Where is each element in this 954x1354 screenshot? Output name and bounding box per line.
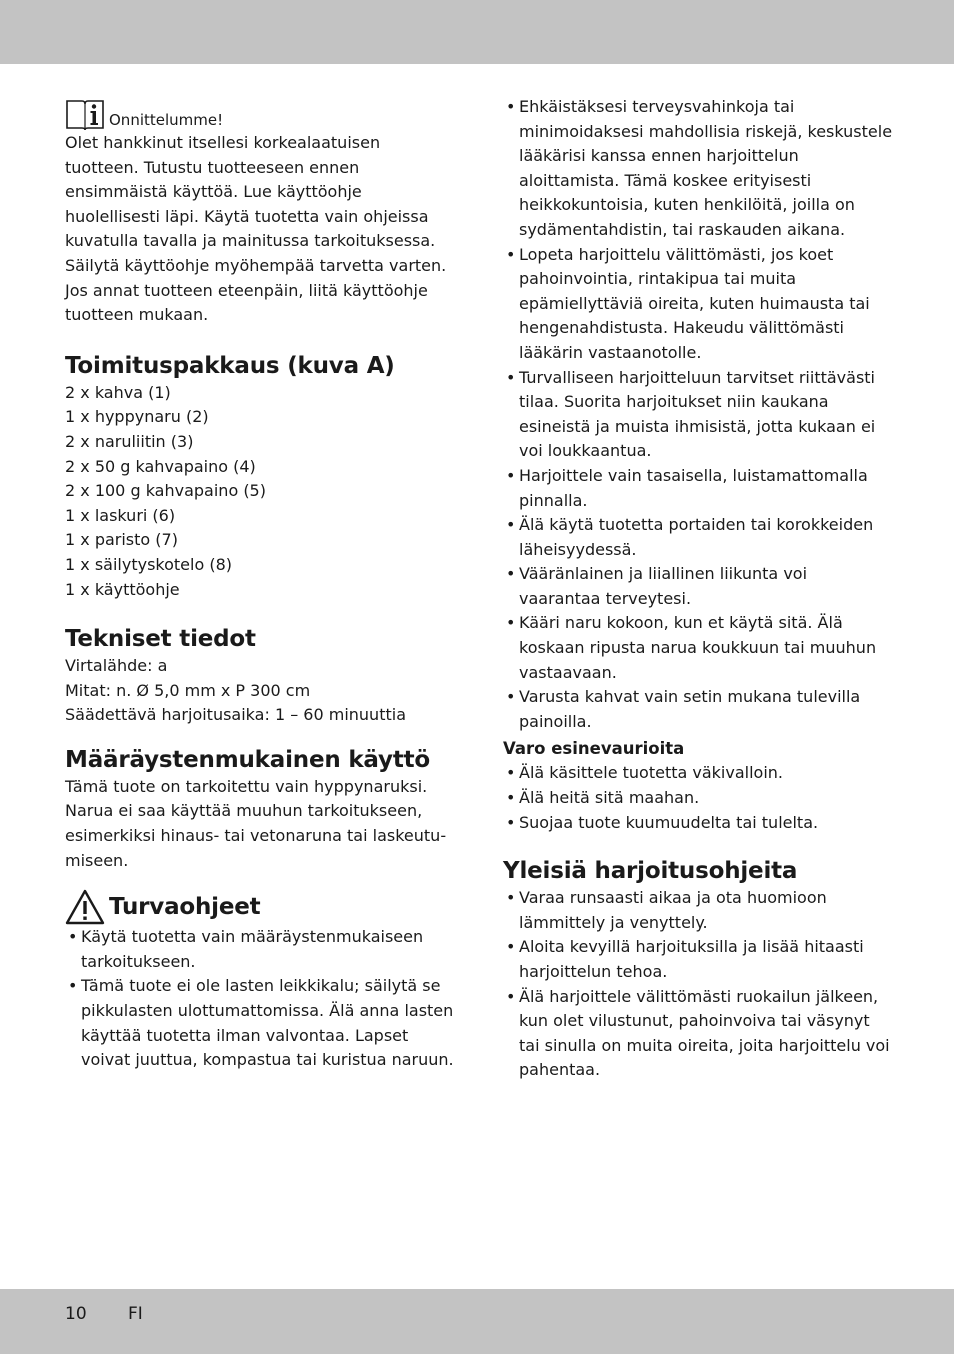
safety-item: • Harjoittele vain tasaisella, luistamattomalla pinnalla. bbox=[503, 464, 893, 513]
delivery-title: Toimituspakkaus (kuva A) bbox=[65, 352, 395, 379]
footer-band bbox=[0, 1289, 954, 1354]
safety-item: • Tämä tuote ei ole lasten leikkikalu; säilytä se pikkulasten ulottumattomissa. Älä anna lasten käyttää tuotetta ilman valvontaa. Lapset voivat juuttua, kompastua tai kuristua naruun. bbox=[65, 974, 455, 1072]
delivery-item: 1 x paristo (7) bbox=[65, 530, 178, 550]
intro-heading bbox=[65, 95, 455, 131]
general-item: • Älä harjoittele välittömästi ruokailun jälkeen, kun olet vilustunut, pahoinvoiva tai väsynyt tai sinulla on muita oireita, joita harjoittelu voi pahentaa. bbox=[503, 985, 893, 1083]
safety-list-continued bbox=[503, 95, 893, 734]
specs-section bbox=[65, 624, 455, 728]
safety-list bbox=[65, 925, 455, 1073]
safety-item: • Lopeta harjoittelu välittömästi, jos koet pahoinvointia, rintakipua tai muita epämiellyttäviä oireita, kuten huimausta tai hengenahdistusta. Hakeudu välittömästi lääkärin vastaanotolle. bbox=[503, 243, 893, 366]
left-column bbox=[65, 95, 455, 1073]
delivery-item: 1 x käyttöohje bbox=[65, 579, 180, 599]
info-book-icon bbox=[65, 97, 105, 131]
safety-title: Turvaohjeet bbox=[109, 894, 261, 921]
general-title: Yleisiä harjoitusohjeita bbox=[503, 858, 798, 885]
delivery-item: 2 x 50 g kahvapaino (4) bbox=[65, 456, 256, 476]
general-section bbox=[503, 856, 893, 1083]
intended-use-section bbox=[65, 745, 455, 873]
page-number: 10 bbox=[65, 1304, 87, 1324]
intended-use-text: Tämä tuote on tarkoitettu vain hyppynaruksi. Narua ei saa käyttää muuhun tarkoitukseen, esimerkiksi hinaus- tai vetonaruna tai laskeutu-miseen. bbox=[65, 776, 447, 870]
delivery-item: 2 x kahva (1) bbox=[65, 382, 171, 402]
delivery-list bbox=[65, 381, 455, 602]
spec-line: Virtalähde: a bbox=[65, 656, 168, 676]
header-band bbox=[0, 0, 954, 64]
safety-item: • Turvalliseen harjoitteluun tarvitset riittävästi tilaa. Suorita harjoitukset niin kaukana esineistä ja muista ihmisistä, jotta kukaan ei voi loukkaantua. bbox=[503, 366, 893, 464]
damage-item: • Älä heitä sitä maahan. bbox=[503, 786, 893, 811]
spec-line: Mitat: n. Ø 5,0 mm x P 300 cm bbox=[65, 680, 311, 700]
safety-section bbox=[65, 889, 455, 1073]
safety-item: • Älä käytä tuotetta portaiden tai korokkeiden läheisyydessä. bbox=[503, 513, 893, 562]
delivery-item: 2 x 100 g kahvapaino (5) bbox=[65, 481, 266, 501]
delivery-item: 1 x laskuri (6) bbox=[65, 505, 176, 525]
safety-item: • Vääränlainen ja liiallinen liikunta voi vaarantaa terveytesi. bbox=[503, 562, 893, 611]
specs-title: Tekniset tiedot bbox=[65, 626, 256, 653]
general-item: • Varaa runsaasti aikaa ja ota huomioon lämmittely ja venyttely. bbox=[503, 886, 893, 935]
spec-line: Säädettävä harjoitusaika: 1 – 60 minuuttia bbox=[65, 705, 406, 725]
delivery-item: 1 x hyppynaru (2) bbox=[65, 407, 209, 427]
right-column bbox=[503, 95, 893, 1083]
damage-section bbox=[503, 737, 893, 835]
general-list bbox=[503, 886, 893, 1083]
congrats-text: Onnittelumme! bbox=[109, 111, 224, 129]
safety-heading bbox=[65, 889, 455, 925]
safety-item: • Kääri naru kokoon, kun et käytä sitä. Älä koskaan ripusta narua koukkuun tai muuhun vastaavaan. bbox=[503, 611, 893, 685]
damage-item: • Suojaa tuote kuumuudelta tai tulelta. bbox=[503, 811, 893, 836]
intended-use-title: Määräystenmukainen käyttö bbox=[65, 746, 431, 773]
warning-triangle-icon bbox=[65, 889, 105, 925]
safety-item: • Ehkäistäksesi terveysvahinkoja tai minimoidaksesi mahdollisia riskejä, keskustele lääkärisi kanssa ennen harjoittelun aloittamista. Tämä koskee erityisesti heikkokuntoisia, kuten henkilöitä, joilla on sydämentahdistin, tai raskauden aikana. bbox=[503, 95, 893, 243]
delivery-section bbox=[65, 351, 455, 602]
delivery-item: 2 x naruliitin (3) bbox=[65, 431, 194, 451]
damage-list bbox=[503, 761, 893, 835]
specs-list bbox=[65, 654, 455, 728]
language-code: FI bbox=[128, 1304, 143, 1324]
intro-paragraph: Olet hankkinut itsellesi korkealaatuisen tuotteen. Tutustu tuotteeseen ennen ensimmäistä käyttöä. Lue käyttöohje huolellisesti läpi. Käytä tuotetta vain ohjeissa kuvatulla tavalla ja mainitussa tarkoituksessa. Säilytä käyttöohje myöhempää tarvetta varten. Jos annat tuotteen eteenpäin, liitä käyttöohje tuotteen mukaan. bbox=[65, 133, 447, 325]
safety-item: • Varusta kahvat vain setin mukana tulevilla painoilla. bbox=[503, 685, 893, 734]
damage-title: Varo esinevaurioita bbox=[503, 739, 685, 759]
damage-item: • Älä käsittele tuotetta väkivalloin. bbox=[503, 761, 893, 786]
safety-item: • Käytä tuotetta vain määräystenmukaiseen tarkoitukseen. bbox=[65, 925, 455, 974]
delivery-item: 1 x säilytyskotelo (8) bbox=[65, 554, 232, 574]
general-item: • Aloita kevyillä harjoituksilla ja lisää hitaasti harjoittelun tehoa. bbox=[503, 935, 893, 984]
